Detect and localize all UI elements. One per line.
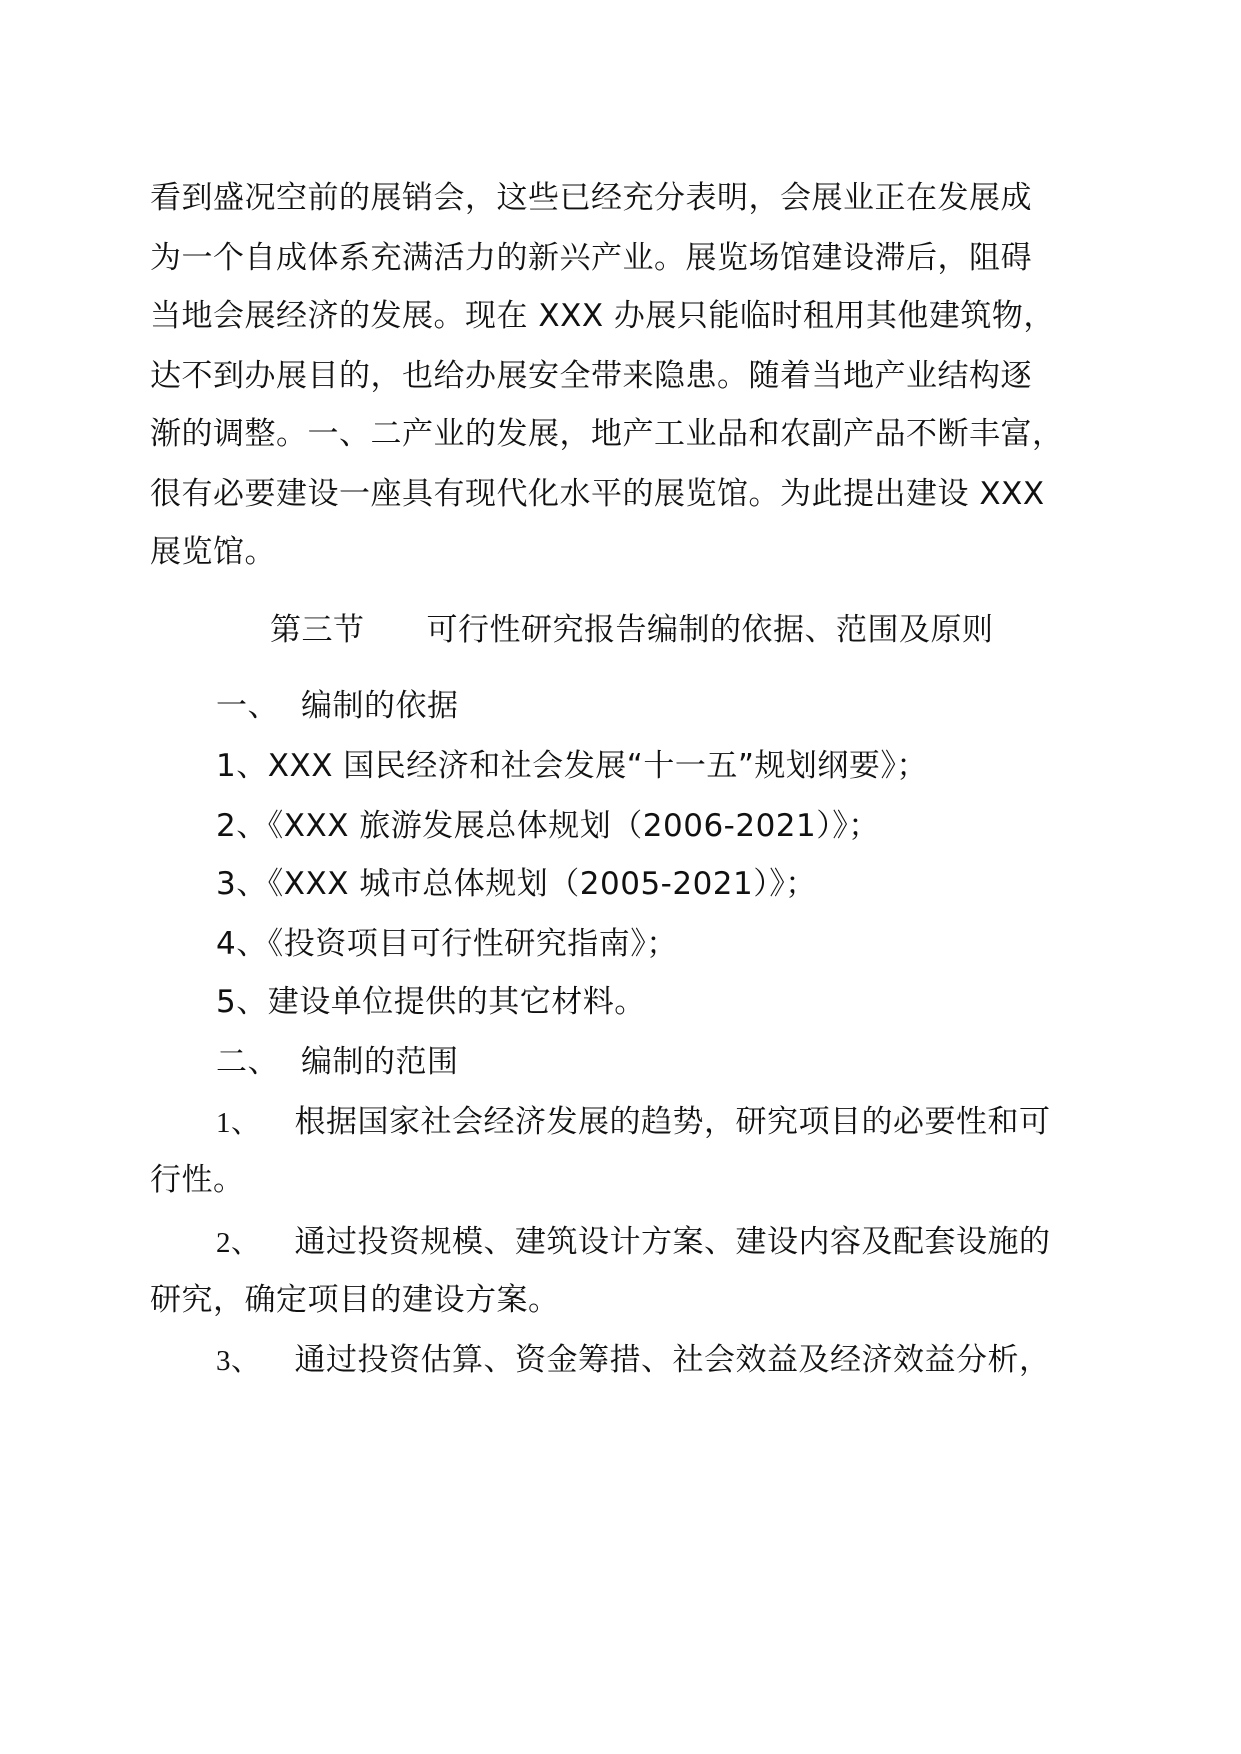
body-text-line: 当地会展经济的发展。现在 XXX 办展只能临时租用其他建筑物， xyxy=(150,298,1055,334)
subheading-scope xyxy=(216,1042,459,1082)
scope-item xyxy=(216,1102,1051,1143)
body-text-line: 很有必要建设一座具有现代化水平的展览馆。为此提出建设 XXX xyxy=(150,476,1045,512)
item-text: 通过投资规模、建筑设计方案、建设内容及配套设施的 xyxy=(294,1224,1051,1260)
scope-item xyxy=(216,1340,1051,1381)
item-number: 1、 xyxy=(216,1107,261,1139)
item-number: 3、 xyxy=(216,1345,261,1377)
body-text-line: 达不到办展目的，也给办展安全带来隐患。随着当地产业结构逐 xyxy=(150,358,1032,394)
list-item: 5、建设单位提供的其它材料。 xyxy=(216,984,646,1020)
item-text: 通过投资估算、资金筹措、社会效益及经济效益分析， xyxy=(294,1342,1051,1378)
list-item: 2、《XXX 旅游发展总体规划（2006-2021）》； xyxy=(216,808,880,844)
subheading-text: 编制的依据 xyxy=(301,688,459,724)
body-text-line: 看到盛况空前的展销会，这些已经充分表明，会展业正在发展成 xyxy=(150,180,1032,216)
subheading-basis xyxy=(216,686,459,726)
item-number: 2、 xyxy=(216,1227,261,1259)
body-text-line: 展览馆。 xyxy=(150,534,276,570)
body-text-line: 为一个自成体系充满活力的新兴产业。展览场馆建设滞后，阻碍 xyxy=(150,240,1032,276)
section-label: 第三节 xyxy=(270,612,365,648)
subheading-text: 编制的范围 xyxy=(301,1044,459,1080)
scope-item xyxy=(216,1222,1051,1263)
list-item: 4、《投资项目可行性研究指南》； xyxy=(216,926,678,962)
section-title: 可行性研究报告编制的依据、范围及原则 xyxy=(426,612,994,648)
list-item: 3、《XXX 城市总体规划（2005-2021）》； xyxy=(216,866,817,902)
subheading-number: 一、 xyxy=(216,688,279,724)
item-text: 根据国家社会经济发展的趋势，研究项目的必要性和可 xyxy=(294,1104,1051,1140)
scope-item-continuation: 行性。 xyxy=(150,1162,245,1198)
section-heading xyxy=(270,610,994,650)
scope-item-continuation: 研究，确定项目的建设方案。 xyxy=(150,1282,560,1318)
body-text-line: 渐的调整。一、二产业的发展，地产工业品和农副产品不断丰富， xyxy=(150,416,1064,452)
subheading-number: 二、 xyxy=(216,1044,279,1080)
list-item: 1、XXX 国民经济和社会发展“十一五”规划纲要》； xyxy=(216,748,928,784)
